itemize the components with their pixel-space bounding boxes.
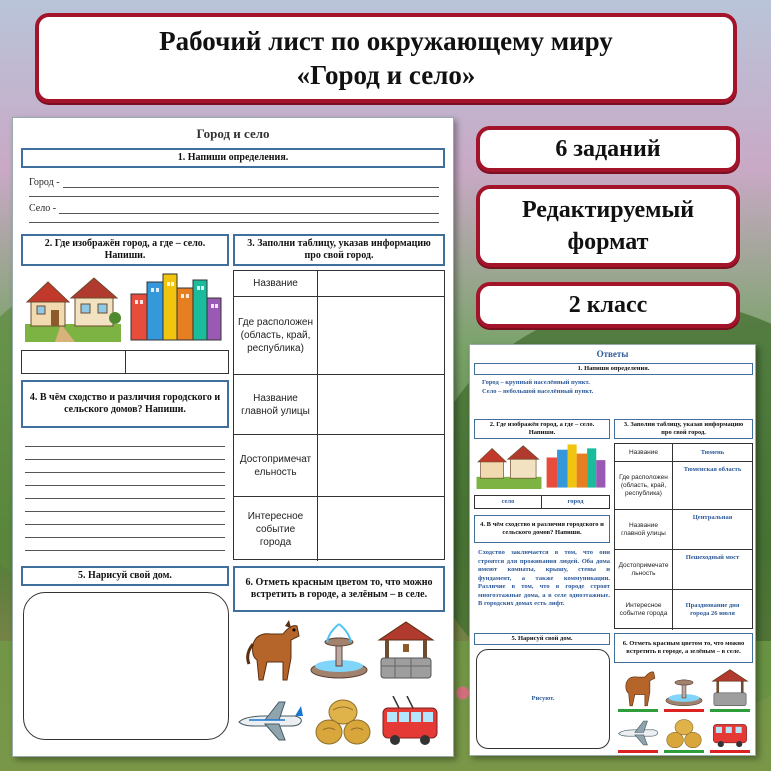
answers-city-icon [544, 443, 608, 489]
answers-trolleybus-icon [710, 717, 750, 749]
drawing-area[interactable] [23, 592, 229, 740]
answers-city-label: город [567, 498, 584, 505]
title-line-1: Рабочий лист по окружающему миру [159, 26, 613, 56]
table-answer-cell[interactable] [318, 271, 444, 296]
answers-page [469, 344, 756, 756]
village-answer-box[interactable] [21, 350, 126, 374]
table-value: Тюменская область [683, 466, 742, 473]
village-label: Село - [29, 203, 57, 214]
answers-task2-header: 2. Где изображён город, а где – село. Напиши. [474, 419, 610, 439]
task4-header: 4. В чём сходство и различия городского и сельского домов? Напиши. [21, 380, 229, 428]
task1-header: 1. Напиши определения. [21, 148, 445, 168]
table-answer-cell[interactable] [318, 435, 444, 496]
table-value: Центральная [692, 514, 733, 521]
table-label: Название главной улицы [234, 375, 318, 434]
table-answer-cell[interactable] [318, 375, 444, 434]
table-label: Название главной улицы [615, 510, 673, 549]
answers-task3-header: 3. Заполни таблицу, указав информацию про свой город. [614, 419, 753, 439]
title-banner [35, 13, 737, 103]
answer-task5-text: Рисуют. [531, 694, 555, 702]
table-answer-cell[interactable] [318, 497, 444, 561]
horse-icon[interactable] [241, 618, 303, 682]
answers-title: Ответы [596, 349, 629, 359]
village-definition-row [29, 200, 439, 214]
trolleybus-icon[interactable] [379, 696, 441, 748]
answers-task4-header: 4. В чём сходство и различия городского и сельского домов? Напиши. [474, 515, 610, 543]
table-row [615, 590, 752, 630]
task5-header: 5. Нарисуй свой дом. [21, 566, 229, 586]
answers-well-icon [710, 667, 750, 707]
table-label: Достопримечательность [234, 435, 318, 496]
answers-airplane-icon [616, 717, 660, 749]
green-mark [710, 709, 750, 712]
village-answer-line[interactable] [59, 204, 439, 214]
worksheet-page [12, 117, 454, 757]
answers-hay-bales-icon [666, 717, 702, 749]
table-value: Тюмень [700, 448, 725, 456]
grade-badge [476, 282, 740, 328]
table-label: Интересное событие города [615, 590, 673, 630]
answers-horse-icon [618, 667, 658, 707]
tasks-badge-label: 6 заданий [555, 135, 661, 162]
table-row [615, 510, 752, 550]
table-answer-cell[interactable] [318, 297, 444, 374]
table-value: Пешеходный мост [685, 554, 740, 561]
table-label: Название [615, 444, 673, 461]
answers-village-icon [476, 443, 542, 489]
format-badge-line-2: формат [567, 229, 649, 255]
title-line-2: «Город и село» [296, 60, 476, 90]
table-label: Достопримечательность [615, 550, 673, 589]
table-row [234, 435, 444, 497]
airplane-icon[interactable] [235, 696, 305, 746]
green-mark [618, 709, 658, 712]
red-mark [618, 750, 658, 753]
tasks-badge [476, 126, 740, 172]
answer-village-definition: Село – небольшой населённый пункт. [482, 388, 594, 395]
hay-bales-icon[interactable] [315, 696, 371, 746]
task2-header: 2. Где изображён город, а где – село. Напиши. [21, 234, 229, 266]
table-row [234, 297, 444, 375]
table-row [615, 550, 752, 590]
answer-city-definition: Город – крупный населённый пункт. [482, 379, 590, 386]
table-value: Празднование дня города 26 июля [685, 602, 740, 617]
task6-header: 6. Отметь красным цветом то, что можно встретить в городе, а зелёным – в селе. [233, 566, 445, 612]
answers-fountain-icon [664, 667, 704, 707]
table-row [234, 271, 444, 297]
answer-task4-text: Сходство заключается в том, что они строятся для проживания людей. Оба дома имеют комнаты, крышу, стены и фундамент, а также коммуникации. Различие в том, что в городе строят многоэтажные дома, а в селе одноэтажные. В городских домах есть лифт. [478, 549, 610, 607]
green-mark [664, 750, 704, 753]
city-answer-box[interactable] [125, 350, 229, 374]
answers-village-box [474, 495, 542, 509]
city-buildings-icon [127, 272, 225, 342]
answers-drawing-area [476, 649, 610, 749]
answers-village-label: село [501, 498, 515, 505]
answers-task1-header: 1. Напиши определения. [474, 363, 753, 375]
red-mark [710, 750, 750, 753]
worksheet-title: Город и село [196, 126, 270, 141]
city-info-table [233, 270, 445, 560]
village-houses-icon [25, 274, 121, 342]
answers-city-box [541, 495, 610, 509]
answers-task6-header: 6. Отметь красным цветом то, что можно встретить в городе, а зелёным – в селе. [614, 633, 753, 663]
table-row [615, 444, 752, 462]
grade-badge-label: 2 класс [568, 291, 648, 318]
table-row [234, 497, 444, 561]
fountain-icon[interactable] [309, 618, 369, 680]
format-badge-line-1: Редактируемый [521, 197, 695, 223]
city-answer-line[interactable] [63, 178, 439, 188]
answers-task5-header: 5. Нарисуй свой дом. [474, 633, 610, 645]
answers-table [614, 443, 753, 629]
city-label: Город - [29, 177, 60, 188]
table-label: Где расположен (область, край, республика) [234, 297, 318, 374]
table-label: Название [234, 271, 318, 296]
red-mark [664, 709, 704, 712]
table-label: Интересное событие города [234, 497, 318, 561]
table-row [615, 462, 752, 510]
task3-header: 3. Заполни таблицу, указав информацию про свой город. [233, 234, 445, 266]
table-label: Где расположен (область, край, республика) [615, 462, 673, 509]
format-badge [476, 185, 740, 267]
well-icon[interactable] [375, 618, 437, 680]
city-definition-row [29, 174, 439, 188]
table-row [234, 375, 444, 435]
